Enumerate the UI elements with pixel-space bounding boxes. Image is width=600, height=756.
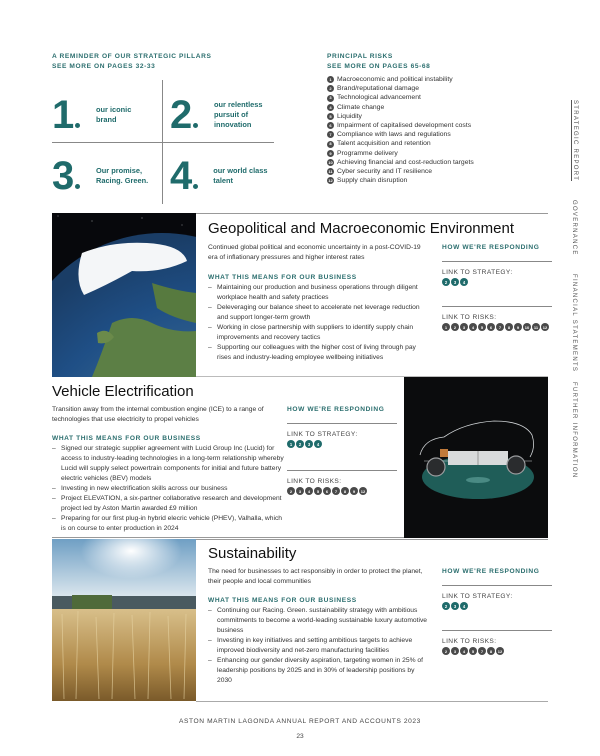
- strategy-link-badge[interactable]: 4: [460, 602, 468, 610]
- impact-list: [52, 444, 284, 534]
- risk-link-badge[interactable]: 8: [505, 323, 513, 331]
- risk-link-badge[interactable]: 8: [487, 647, 495, 655]
- impact-item: – Investing in key initiatives and setting ambitious targets to achieve improved biodiversity and net-zero manufacturing facilities: [208, 636, 430, 656]
- risk-label: Achieving financial and cost-reduction targets: [337, 158, 474, 166]
- risk-link-badge[interactable]: 3: [296, 487, 304, 495]
- strategy-label: LINK TO STRATEGY:: [442, 593, 513, 600]
- risk-label: Cyber security and IT resilience: [337, 168, 433, 176]
- strategy-link-badge[interactable]: 3: [451, 278, 459, 286]
- risk-item: [327, 103, 527, 112]
- risk-links: [442, 647, 552, 655]
- means-heading: WHAT THIS MEANS FOR OUR BUSINESS: [208, 274, 357, 281]
- business-impact: [52, 434, 284, 534]
- risk-link-badge[interactable]: 4: [305, 487, 313, 495]
- strategy-link-badge[interactable]: 4: [460, 278, 468, 286]
- wheat-field-illustration: [52, 539, 196, 701]
- risk-link-badge[interactable]: 9: [350, 487, 358, 495]
- strategy-link-badge[interactable]: 3: [305, 440, 313, 448]
- responding-panel: [287, 405, 397, 495]
- risk-link-badge[interactable]: 8: [341, 487, 349, 495]
- risk-link-badge[interactable]: 3: [451, 647, 459, 655]
- risk-link-badge[interactable]: 9: [514, 323, 522, 331]
- strategic-pillars: [52, 52, 292, 204]
- risk-label: Climate change: [337, 103, 385, 111]
- responding-panel: [442, 567, 552, 655]
- pillars-grid: [52, 80, 274, 204]
- impact-item: – Continuing our Racing. Green. sustainability strategy with ambitious commitments to become a world-leading sustainable luxury automotive business: [208, 606, 430, 636]
- risk-number-badge: 12: [328, 178, 333, 184]
- risk-number-badge: 4: [327, 104, 334, 111]
- impact-item: – Enhancing our gender diversity aspiration, targeting women in 25% of leadership positions by 2025 and in 30% of leadership positions by 2030: [208, 656, 430, 686]
- risk-link-badge[interactable]: 12: [360, 488, 366, 494]
- nav-further-information[interactable]: FURTHER INFORMATION: [571, 382, 577, 479]
- risk-item: [327, 75, 527, 84]
- pillar-1: [52, 84, 162, 146]
- risk-label: Talent acquisition and retention: [337, 140, 431, 148]
- business-impact: [208, 273, 426, 363]
- wheat-field-image: [52, 539, 196, 701]
- pillars-heading: A REMINDER OF OUR STRATEGIC PILLARS: [52, 53, 212, 60]
- risk-link-badge[interactable]: 2: [442, 647, 450, 655]
- risk-link-badge[interactable]: 2: [287, 487, 295, 495]
- impact-item: – Project ELEVATION, a six-partner collaborative research and development project led by Aston Martin awarded £9 million: [52, 494, 284, 514]
- section-intro: The need for businesses to act responsibly in order to protect the planet, their people and local communities: [208, 568, 423, 585]
- risk-label: Programme delivery: [337, 149, 398, 157]
- risk-number-badge: 7: [327, 131, 334, 138]
- risk-link-badge[interactable]: 5: [478, 323, 486, 331]
- principal-risks: [327, 52, 527, 185]
- earth-from-space-image: [52, 213, 196, 377]
- ev-chassis-image: [404, 377, 548, 538]
- nav-strategic-report[interactable]: STRATEGIC REPORT: [572, 100, 578, 182]
- risk-link-badge[interactable]: 7: [332, 487, 340, 495]
- risk-number-badge: 3: [327, 95, 334, 102]
- responding-heading: HOW WE'RE RESPONDING: [287, 406, 385, 413]
- risk-item: [327, 121, 527, 130]
- responding-panel: [442, 243, 552, 331]
- risk-number-badge: 1: [327, 76, 334, 83]
- pillar-2: [170, 84, 280, 146]
- impact-item: – Working in close partnership with suppliers to identify supply chain improvements and recovery tactics: [208, 323, 426, 343]
- risk-links: [442, 323, 552, 331]
- means-heading: WHAT THIS MEANS FOR OUR BUSINESS: [52, 435, 201, 442]
- risk-link-badge[interactable]: 7: [478, 647, 486, 655]
- risk-number-badge: 11: [328, 169, 333, 175]
- strategy-links: [287, 440, 397, 448]
- risks-see-more-link[interactable]: SEE MORE ON PAGES 65-68: [327, 63, 431, 70]
- risk-item: [327, 130, 527, 139]
- impact-list: [208, 283, 426, 363]
- risk-label: Technological advancement: [337, 94, 421, 102]
- nav-financial-statements[interactable]: FINANCIAL STATEMENTS: [571, 274, 577, 373]
- risk-list: [327, 75, 527, 185]
- impact-item: – Signed our strategic supplier agreement with Lucid Group Inc (Lucid) for access to industry-leading technologies in a long-term relationship whereby Lucid will supply select powertrain components for initial and future battery electric vehicles (BEV) models: [52, 444, 284, 484]
- risk-item: [327, 158, 527, 167]
- risk-link-badge[interactable]: 4: [469, 323, 477, 331]
- risks-heading: PRINCIPAL RISKS: [327, 53, 393, 60]
- strategy-link-badge[interactable]: 2: [296, 440, 304, 448]
- pillar-text: our world class talent: [213, 166, 268, 185]
- impact-item: – Supporting our colleagues with the higher cost of living through pay rises and industry-leading employee wellbeing initiatives: [208, 343, 426, 363]
- risk-item: [327, 93, 527, 102]
- risk-link-badge[interactable]: 6: [323, 487, 331, 495]
- strategy-link-badge[interactable]: 2: [442, 278, 450, 286]
- section-intro: Transition away from the internal combustion engine (ICE) to a range of technologies that use electricity to propel vehicles: [52, 406, 264, 423]
- strategy-label: LINK TO STRATEGY:: [287, 431, 358, 438]
- pillar-4: [170, 145, 280, 207]
- risk-link-badge[interactable]: 5: [314, 487, 322, 495]
- risk-item: [327, 139, 527, 148]
- strategy-link-badge[interactable]: 1: [287, 440, 295, 448]
- risks-label: LINK TO RISKS:: [442, 314, 497, 321]
- risk-link-badge[interactable]: 7: [496, 323, 504, 331]
- risk-link-badge[interactable]: 3: [460, 323, 468, 331]
- impact-item: – Maintaining our production and business operations through diligent workplace health and safety practices: [208, 283, 426, 303]
- risk-item: [327, 167, 527, 176]
- risk-label: Impairment of capitalised development costs: [337, 122, 472, 130]
- risk-link-badge[interactable]: 10: [524, 324, 530, 330]
- frame-line: [196, 213, 548, 214]
- risk-label: Supply chain disruption: [337, 177, 408, 185]
- strategy-link-badge[interactable]: 4: [314, 440, 322, 448]
- strategy-label: LINK TO STRATEGY:: [442, 269, 513, 276]
- impact-list: [208, 606, 430, 686]
- pillar-number: 4: [170, 154, 193, 198]
- risk-item: [327, 84, 527, 93]
- pillar-text: our iconic brand: [96, 105, 132, 124]
- risk-item: [327, 176, 527, 185]
- ev-chassis-illustration: [404, 377, 548, 538]
- risk-label: Brand/reputational damage: [337, 85, 419, 93]
- pillar-text: our relentless pursuit of innovation: [214, 100, 263, 129]
- risk-link-badge[interactable]: 11: [533, 324, 539, 330]
- risk-number-badge: 5: [327, 113, 334, 120]
- risk-link-badge[interactable]: 2: [451, 323, 459, 331]
- risk-label: Compliance with laws and regulations: [337, 131, 451, 139]
- pillars-see-more-link[interactable]: SEE MORE ON PAGES 32-33: [52, 63, 156, 70]
- frame-line: [196, 701, 548, 702]
- risk-link-badge[interactable]: 12: [542, 324, 548, 330]
- frame-line: [52, 537, 404, 538]
- frame-line: [196, 539, 548, 540]
- risk-link-badge[interactable]: 12: [497, 648, 503, 654]
- strategy-link-badge[interactable]: 3: [451, 602, 459, 610]
- risk-link-badge[interactable]: 5: [469, 647, 477, 655]
- risk-link-badge[interactable]: 4: [460, 647, 468, 655]
- risk-number-badge: 6: [327, 122, 334, 129]
- pillar-number: 1: [52, 93, 75, 137]
- means-heading: WHAT THIS MEANS FOR OUR BUSINESS: [208, 597, 357, 604]
- risk-number-badge: 8: [327, 141, 334, 148]
- impact-item: – Deleveraging our balance sheet to accelerate net leverage reduction and support longer-term growth: [208, 303, 426, 323]
- side-navigation: [571, 100, 583, 480]
- section-title: Vehicle Electrification: [52, 383, 194, 400]
- responding-heading: HOW WE'RE RESPONDING: [442, 568, 540, 575]
- section-title: Sustainability: [208, 545, 297, 562]
- section-intro: Continued global political and economic uncertainty in a post-COVID-19 era of inflationary pressures and higher interest rates: [208, 244, 421, 261]
- risk-label: Macroeconomic and political instability: [337, 76, 453, 83]
- risk-link-badge[interactable]: 1: [442, 323, 450, 331]
- risk-label: Liquidity: [337, 112, 362, 120]
- risk-item: [327, 149, 527, 158]
- footer-text: ASTON MARTIN LAGONDA ANNUAL REPORT AND ACCOUNTS 2023: [179, 718, 421, 725]
- risk-links: [287, 487, 397, 495]
- risk-number-badge: 2: [327, 85, 334, 92]
- risk-number-badge: 10: [328, 159, 333, 165]
- strategy-links: [442, 602, 552, 610]
- risks-label: LINK TO RISKS:: [287, 478, 342, 485]
- strategy-link-badge[interactable]: 2: [442, 602, 450, 610]
- section-title: Geopolitical and Macroeconomic Environment: [208, 220, 514, 237]
- pillar-number: 3: [52, 154, 75, 198]
- risk-item: [327, 112, 527, 121]
- strategy-links: [442, 278, 552, 286]
- business-impact: [208, 596, 430, 686]
- earth-illustration: [52, 213, 196, 377]
- pillar-number: 2: [170, 93, 193, 137]
- risks-label: LINK TO RISKS:: [442, 638, 497, 645]
- responding-heading: HOW WE'RE RESPONDING: [442, 244, 540, 251]
- pillar-3: [52, 145, 162, 207]
- risk-number-badge: 9: [327, 150, 334, 157]
- impact-item: – Investing in new electrification skills across our business: [52, 484, 284, 494]
- page-number: 23: [296, 733, 304, 740]
- nav-governance[interactable]: GOVERNANCE: [571, 200, 577, 256]
- risk-link-badge[interactable]: 6: [487, 323, 495, 331]
- pillar-text: Our promise, Racing. Green.: [96, 166, 149, 185]
- impact-item: – Preparing for our first plug-in hybrid elecric vehicle (PHEV), Valhalla, which is on course to enter production in 2024: [52, 514, 284, 534]
